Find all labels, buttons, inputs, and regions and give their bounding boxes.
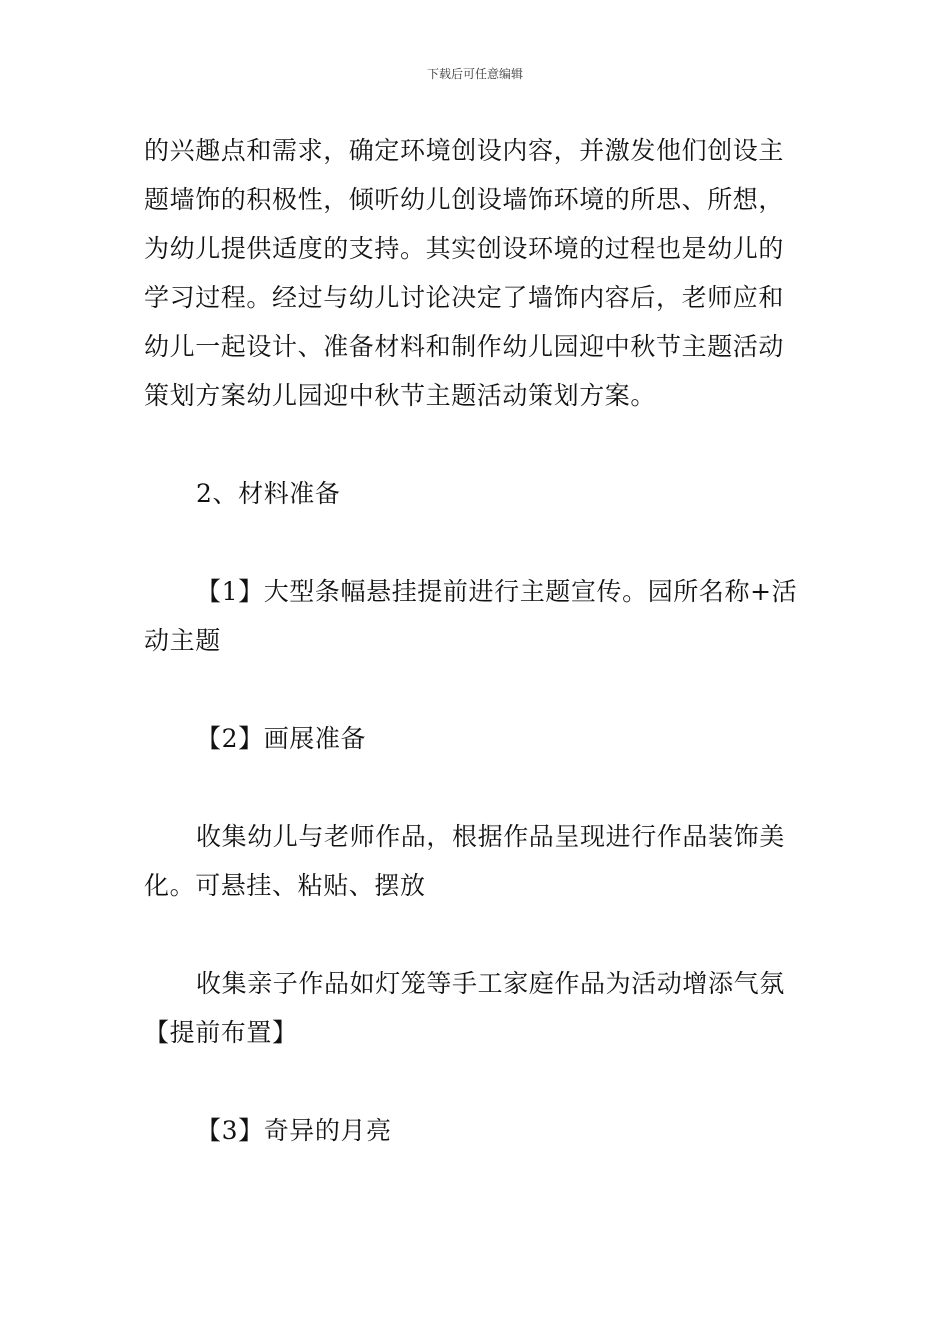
paragraph-parent-child-works: 收集亲子作品如灯笼等手工家庭作品为活动增添气氛【提前布置】 [144,969,785,1047]
page-header: 下载后可任意编辑 [426,67,523,81]
heading-materials-preparation: 2、材料准备 [196,479,341,508]
item-strange-moon: 【3】奇异的月亮 [196,1116,392,1145]
item-banner: 【1】大型条幅悬挂提前进行主题宣传。园所名称+活动主题 [144,577,798,655]
item-art-exhibition: 【2】画展准备 [196,724,367,753]
paragraph-collect-works: 收集幼儿与老师作品，根据作品呈现进行作品装饰美化。可悬挂、粘贴、摆放 [144,822,785,900]
document-body [144,126,808,1155]
paragraph-environment-creation: 的兴趣点和需求，确定环境创设内容，并激发他们创设主题墙饰的积极性，倾听幼儿创设墙饰环境的所思、所想，为幼儿提供适度的支持。其实创设环境的过程也是幼儿的学习过程。经过与幼儿讨论决定了墙饰内容后，老师应和幼儿一起设计、准备材料和制作幼儿园迎中秋节主题活动策划方案幼儿园迎中秋节主题活动策划方案。 [144,136,785,410]
